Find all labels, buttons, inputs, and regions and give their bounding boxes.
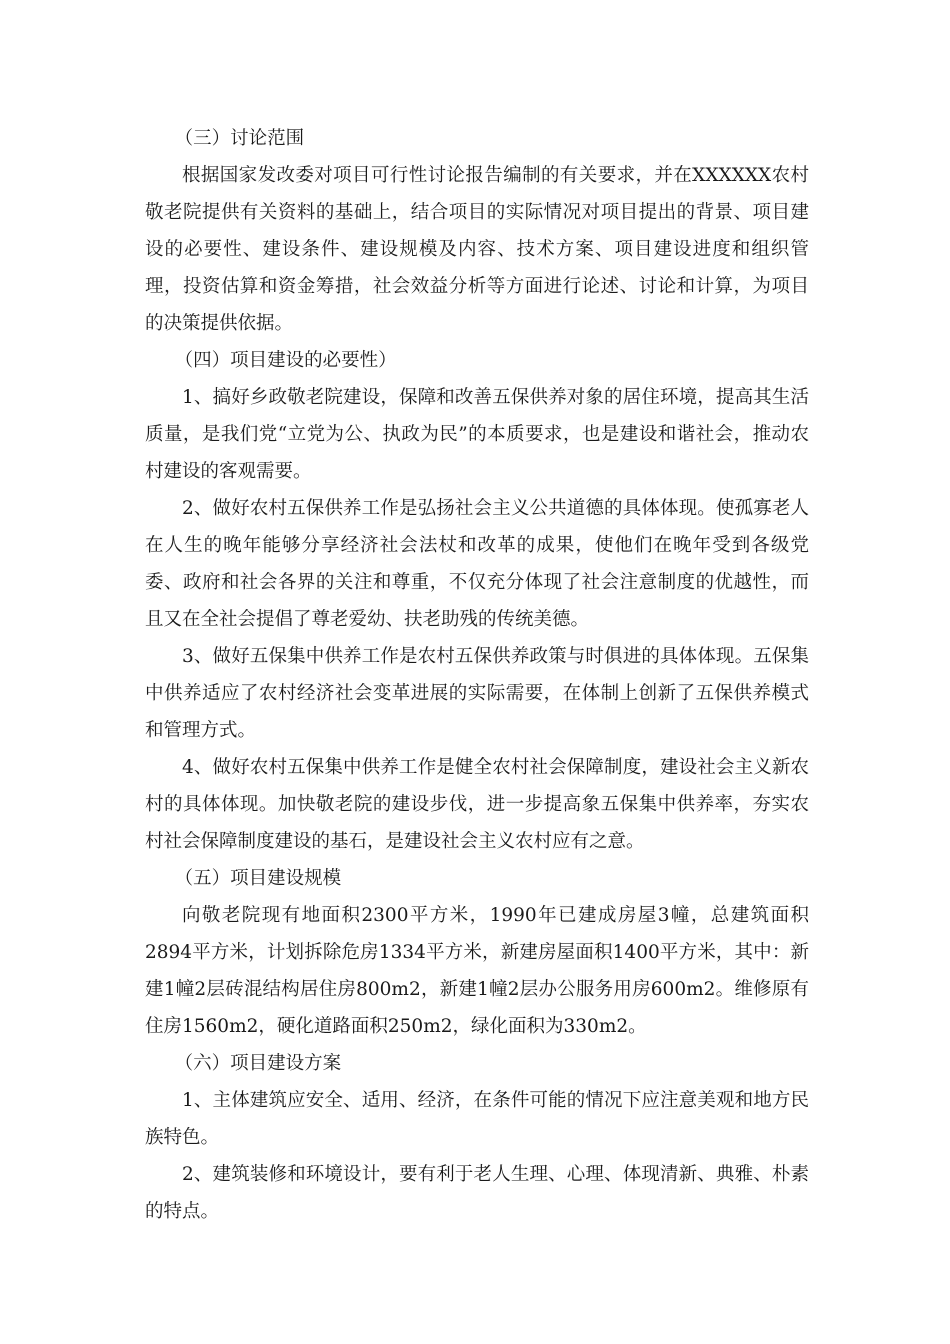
section-heading-plan: （六）项目建设方案 (174, 1053, 342, 1074)
paragraph-necessity-4: 4、做好农村五保集中供养工作是健全农村社会保障制度，建设社会主义新农村的具体体现。加快敬老院的建设步伐，进一步提高象五保集中供养率，夯实农村社会保障制度建设的基石，是建设社会主义农村应有之意。 (145, 757, 809, 852)
section-heading-necessity: （四）项目建设的必要性） (174, 350, 397, 371)
paragraph-necessity-3: 3、做好五保集中供养工作是农村五保供养政策与时俱进的具体体现。五保集中供养适应了农村经济社会变革进展的实际需要，在体制上创新了五保供养模式和管理方式。 (145, 646, 809, 741)
section-heading-scope: （三）讨论范围 (174, 128, 305, 149)
document-page (145, 120, 809, 1230)
paragraph-necessity-1: 1、搞好乡政敬老院建设，保障和改善五保供养对象的居住环境，提高其生活质量，是我们党“立党为公、执政为民”的本质要求，也是建设和谐社会，推动农村建设的客观需要。 (145, 387, 809, 482)
paragraph-scale: 向敬老院现有地面积2300平方米，1990年已建成房屋3幢，总建筑面积2894平方米，计划拆除危房1334平方米，新建房屋面积1400平方米，其中：新建1幢2层砖混结构居住房800m2，新建1幢2层办公服务用房600m2。维修原有住房1560m2，硬化道路面积250m2，绿化面积为330m2。 (145, 905, 809, 1037)
paragraph-plan-2: 2、建筑装修和环境设计，要有利于老人生理、心理、体现清新、典雅、朴素的特点。 (145, 1164, 809, 1222)
paragraph-scope: 根据国家发改委对项目可行性讨论报告编制的有关要求，并在XXXXXX农村敬老院提供有关资料的基础上，结合项目的实际情况对项目提出的背景、项目建设的必要性、建设条件、建设规模及内容、技术方案、项目建设进度和组织管理，投资估算和资金筹措，社会效益分析等方面进行论述、讨论和计算，为项目的决策提供依据。 (145, 165, 809, 334)
section-heading-scale: （五）项目建设规模 (174, 868, 342, 889)
paragraph-necessity-2: 2、做好农村五保供养工作是弘扬社会主义公共道德的具体体现。使孤寡老人在人生的晚年能够分享经济社会法杖和改革的成果，使他们在晚年受到各级党委、政府和社会各界的关注和尊重，不仅充分体现了社会注意制度的优越性，而且又在全社会提倡了尊老爱幼、扶老助残的传统美德。 (145, 498, 809, 630)
paragraph-plan-1: 1、主体建筑应安全、适用、经济，在条件可能的情况下应注意美观和地方民族特色。 (145, 1090, 809, 1148)
